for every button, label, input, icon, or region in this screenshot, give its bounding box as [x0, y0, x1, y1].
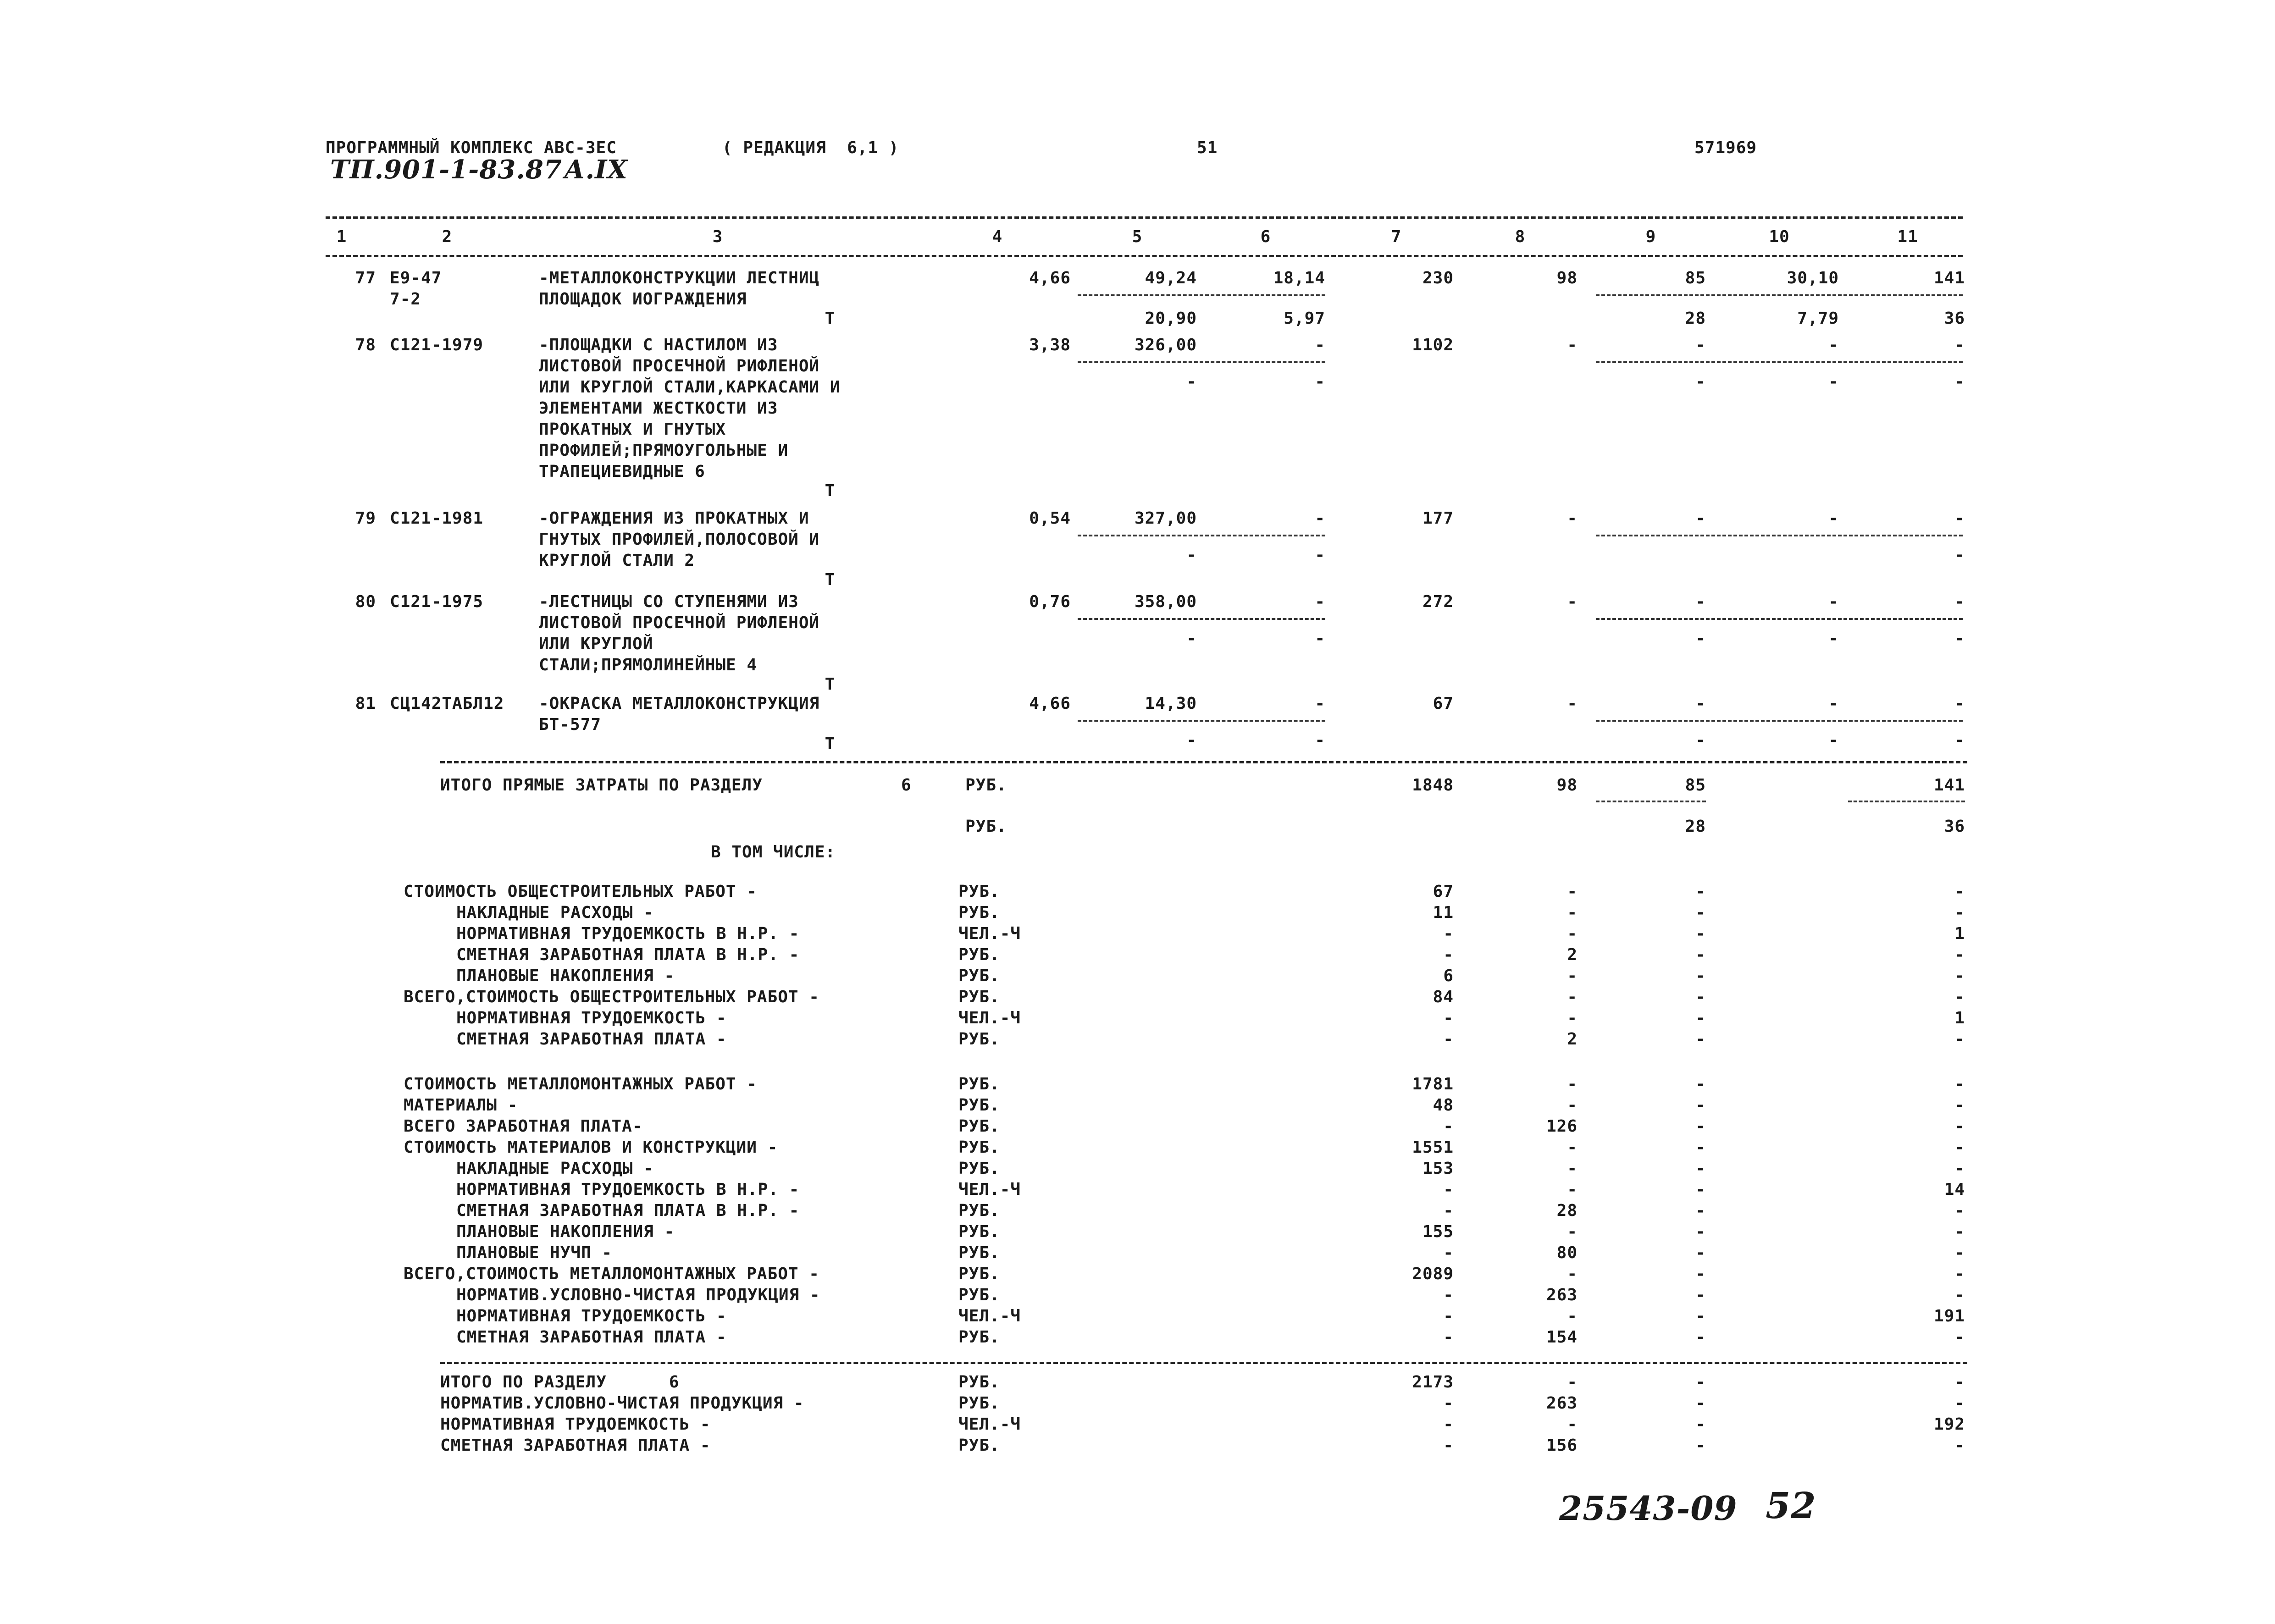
general-works-unit: РУБ. — [958, 903, 1000, 922]
final-col7: - — [1443, 1415, 1454, 1434]
general-works-col7: - — [1443, 1009, 1454, 1027]
page-number: 51 — [1197, 138, 1218, 157]
metal-works-col9: - — [1695, 1243, 1706, 1262]
item-unit: Т — [825, 481, 836, 500]
item-col9-wage: 28 — [1685, 309, 1706, 328]
section-total-unit2: РУБ. — [965, 817, 1007, 836]
item-number: 79 — [355, 509, 376, 528]
item-col5: 326,00 — [1134, 336, 1197, 354]
general-works-col9: - — [1695, 924, 1706, 943]
handwritten-page: 52 — [1766, 1485, 1816, 1527]
final-col11: - — [1954, 1436, 1965, 1455]
column-header-2: 2 — [442, 227, 453, 246]
handwritten-code: 25543-09 — [1559, 1489, 1738, 1528]
item-col6: - — [1315, 509, 1325, 528]
final-col8: - — [1567, 1373, 1578, 1392]
final-col11: 192 — [1933, 1415, 1965, 1434]
metal-works-unit: ЧЕЛ.-Ч — [958, 1307, 1021, 1326]
column-header-1: 1 — [336, 227, 347, 246]
metal-works-label: ПЛАНОВЫЕ НУЧП - — [456, 1243, 613, 1262]
item-code: СЦ142ТАБЛ12 — [390, 694, 504, 713]
program-title: ПРОГРАММНЫЙ КОМПЛЕКС АВС-3ЕС — [326, 138, 617, 157]
item-col8: - — [1567, 694, 1578, 713]
metal-works-unit: РУБ. — [958, 1265, 1000, 1283]
final-label: СМЕТНАЯ ЗАРАБОТНАЯ ПЛАТА - — [440, 1436, 711, 1455]
item-unit: Т — [825, 309, 836, 328]
item-col6: - — [1315, 592, 1325, 611]
item-col11-wage: - — [1954, 372, 1965, 391]
general-works-col8: 2 — [1567, 945, 1578, 964]
doc-mark: ТП.901-1-83.87 — [330, 155, 562, 185]
item-col6: - — [1315, 694, 1325, 713]
item-col9: 85 — [1685, 269, 1706, 287]
section-total-number: 6 — [901, 776, 912, 795]
metal-works-col8: - — [1567, 1265, 1578, 1283]
item-col9: - — [1695, 509, 1706, 528]
item-col9: - — [1695, 336, 1706, 354]
section-total-col9: 85 — [1685, 776, 1706, 795]
final-col9: - — [1695, 1373, 1706, 1392]
item-col11-wage: 36 — [1944, 309, 1965, 328]
item-divider-left — [1078, 720, 1325, 722]
item-col11: - — [1954, 694, 1965, 713]
item-col9-wage: - — [1695, 372, 1706, 391]
metal-works-label: НОРМАТИВНАЯ ТРУДОЕМКОСТЬ - — [456, 1307, 727, 1326]
general-works-col7: - — [1443, 924, 1454, 943]
item-name: -ОГРАЖДЕНИЯ ИЗ ПРОКАТНЫХ И ГНУТЫХ ПРОФИЛЕЙ,ПОЛОСОВОЙ И КРУГЛОЙ СТАЛИ 2 — [539, 509, 820, 570]
metal-works-col7: - — [1443, 1307, 1454, 1326]
item-col5-wage: - — [1186, 372, 1197, 391]
general-works-col11: - — [1954, 967, 1965, 985]
metal-works-label: МАТЕРИАЛЫ - — [404, 1096, 518, 1115]
metal-works-unit: РУБ. — [958, 1328, 1000, 1347]
general-works-col7: 84 — [1433, 988, 1454, 1006]
final-rule — [440, 1362, 1967, 1364]
item-col11: 141 — [1933, 269, 1965, 287]
metal-works-col9: - — [1695, 1328, 1706, 1347]
metal-works-col7: - — [1443, 1117, 1454, 1136]
item-col6-wage: - — [1315, 731, 1325, 750]
metal-works-col11: - — [1954, 1159, 1965, 1178]
general-works-col8: 2 — [1567, 1030, 1578, 1049]
item-col5-wage: - — [1186, 731, 1197, 750]
item-name: -ОКРАСКА МЕТАЛЛОКОНСТРУКЦИЯ БТ-577 — [539, 694, 820, 734]
item-col8: - — [1567, 592, 1578, 611]
metal-works-col11: - — [1954, 1117, 1965, 1136]
item-col7: 67 — [1433, 694, 1454, 713]
section-total-divider9 — [1596, 801, 1706, 802]
item-quantity: 4,66 — [1029, 269, 1071, 287]
column-header-9: 9 — [1645, 227, 1656, 246]
metal-works-col8: - — [1567, 1075, 1578, 1094]
metal-works-col8: - — [1567, 1180, 1578, 1199]
general-works-label: НОРМАТИВНАЯ ТРУДОЕМКОСТЬ В Н.Р. - — [456, 924, 800, 943]
general-works-col7: 6 — [1443, 967, 1454, 985]
item-number: 78 — [355, 336, 376, 354]
metal-works-col9: - — [1695, 1265, 1706, 1283]
item-col8: - — [1567, 336, 1578, 354]
item-col9-wage: - — [1695, 629, 1706, 648]
item-col6-wage: 5,97 — [1284, 309, 1325, 328]
general-works-col11: - — [1954, 988, 1965, 1006]
item-quantity: 4,66 — [1029, 694, 1071, 713]
item-divider-left — [1078, 535, 1325, 536]
general-works-col8: - — [1567, 988, 1578, 1006]
general-works-col7: 11 — [1433, 903, 1454, 922]
general-works-label: СМЕТНАЯ ЗАРАБОТНАЯ ПЛАТА В Н.Р. - — [456, 945, 800, 964]
metal-works-label: ПЛАНОВЫЕ НАКОПЛЕНИЯ - — [456, 1222, 675, 1241]
column-header-7: 7 — [1391, 227, 1402, 246]
item-number: 81 — [355, 694, 376, 713]
item-col7: 230 — [1422, 269, 1454, 287]
metal-works-col11: - — [1954, 1222, 1965, 1241]
metal-works-label: ВСЕГО ЗАРАБОТНАЯ ПЛАТА- — [404, 1117, 643, 1136]
metal-works-col11: 191 — [1933, 1307, 1965, 1326]
general-works-col9: - — [1695, 1009, 1706, 1027]
metal-works-col9: - — [1695, 1286, 1706, 1304]
general-works-unit: РУБ. — [958, 945, 1000, 964]
general-works-label: НАКЛАДНЫЕ РАСХОДЫ - — [456, 903, 654, 922]
item-divider-left — [1078, 361, 1325, 363]
item-divider-right — [1596, 720, 1963, 722]
metal-works-col9: - — [1695, 1222, 1706, 1241]
general-works-col9: - — [1695, 1030, 1706, 1049]
final-label: ИТОГО ПО РАЗДЕЛУ 6 — [440, 1373, 680, 1392]
section-total-unit: РУБ. — [965, 776, 1007, 795]
item-col10: - — [1828, 509, 1839, 528]
general-works-unit: ЧЕЛ.-Ч — [958, 924, 1021, 943]
metal-works-col7: 1551 — [1412, 1138, 1454, 1157]
final-unit: РУБ. — [958, 1394, 1000, 1413]
edition-label: ( РЕДАКЦИЯ 6,1 ) — [722, 138, 899, 157]
metal-works-col8: 28 — [1556, 1201, 1578, 1220]
general-works-unit: РУБ. — [958, 1030, 1000, 1049]
general-works-col11: - — [1954, 882, 1965, 901]
item-col11: - — [1954, 509, 1965, 528]
metal-works-col11: - — [1954, 1138, 1965, 1157]
final-label: НОРМАТИВ.УСЛОВНО-ЧИСТАЯ ПРОДУКЦИЯ - — [440, 1394, 804, 1413]
general-works-col8: - — [1567, 967, 1578, 985]
general-works-label: ВСЕГО,СТОИМОСТЬ ОБЩЕСТРОИТЕЛЬНЫХ РАБОТ - — [404, 988, 819, 1006]
general-works-col7: 67 — [1433, 882, 1454, 901]
metal-works-col9: - — [1695, 1138, 1706, 1157]
item-unit: Т — [825, 675, 836, 694]
metal-works-col9: - — [1695, 1075, 1706, 1094]
metal-works-unit: ЧЕЛ.-Ч — [958, 1180, 1021, 1199]
general-works-unit: РУБ. — [958, 988, 1000, 1006]
general-works-label: СМЕТНАЯ ЗАРАБОТНАЯ ПЛАТА - — [456, 1030, 727, 1049]
metal-works-col7: 153 — [1422, 1159, 1454, 1178]
final-unit: РУБ. — [958, 1373, 1000, 1392]
metal-works-col7: 2089 — [1412, 1265, 1454, 1283]
metal-works-col11: - — [1954, 1243, 1965, 1262]
header-rule-bottom — [326, 255, 1963, 257]
item-col10-wage: - — [1828, 372, 1839, 391]
general-works-col8: - — [1567, 903, 1578, 922]
doc-code: 571969 — [1694, 138, 1757, 157]
metal-works-col11: - — [1954, 1201, 1965, 1220]
general-works-col8: - — [1567, 882, 1578, 901]
final-col8: - — [1567, 1415, 1578, 1434]
item-quantity: 0,54 — [1029, 509, 1071, 528]
final-col11: - — [1954, 1373, 1965, 1392]
metal-works-col9: - — [1695, 1159, 1706, 1178]
metal-works-label: СТОИМОСТЬ МАТЕРИАЛОВ И КОНСТРУКЦИИ - — [404, 1138, 778, 1157]
section-total-col9-wage: 28 — [1685, 817, 1706, 836]
general-works-col11: - — [1954, 1030, 1965, 1049]
general-works-col11: 1 — [1954, 924, 1965, 943]
item-col10-wage: - — [1828, 731, 1839, 750]
metal-works-col8: 80 — [1556, 1243, 1578, 1262]
item-col10: - — [1828, 694, 1839, 713]
metal-works-col11: - — [1954, 1265, 1965, 1283]
item-col11: - — [1954, 592, 1965, 611]
item-number: 77 — [355, 269, 376, 287]
general-works-col9: - — [1695, 988, 1706, 1006]
general-works-col9: - — [1695, 945, 1706, 964]
metal-works-col7: - — [1443, 1328, 1454, 1347]
final-col7: 2173 — [1412, 1373, 1454, 1392]
metal-works-col9: - — [1695, 1096, 1706, 1115]
item-col10-wage: 7,79 — [1797, 309, 1839, 328]
item-col5-wage: - — [1186, 546, 1197, 564]
general-works-label: СТОИМОСТЬ ОБЩЕСТРОИТЕЛЬНЫХ РАБОТ - — [404, 882, 757, 901]
item-col7: 272 — [1422, 592, 1454, 611]
metal-works-col11: - — [1954, 1286, 1965, 1304]
section-total-col11-wage: 36 — [1944, 817, 1965, 836]
item-col10-wage: - — [1828, 629, 1839, 648]
section-total-rule — [440, 761, 1967, 763]
metal-works-col11: 14 — [1944, 1180, 1965, 1199]
item-col11: - — [1954, 336, 1965, 354]
column-header-4: 4 — [992, 227, 1003, 246]
metal-works-unit: РУБ. — [958, 1075, 1000, 1094]
metal-works-col8: - — [1567, 1159, 1578, 1178]
item-divider-right — [1596, 535, 1963, 536]
metal-works-col7: 1781 — [1412, 1075, 1454, 1094]
item-divider-right — [1596, 294, 1963, 296]
general-works-label: НОРМАТИВНАЯ ТРУДОЕМКОСТЬ - — [456, 1009, 727, 1027]
metal-works-col9: - — [1695, 1307, 1706, 1326]
metal-works-unit: РУБ. — [958, 1096, 1000, 1115]
general-works-col8: - — [1567, 1009, 1578, 1027]
final-col7: - — [1443, 1436, 1454, 1455]
metal-works-col8: 263 — [1546, 1286, 1578, 1304]
metal-works-col8: - — [1567, 1222, 1578, 1241]
item-col5: 358,00 — [1134, 592, 1197, 611]
general-works-col9: - — [1695, 967, 1706, 985]
item-divider-right — [1596, 361, 1963, 363]
general-works-col7: - — [1443, 1030, 1454, 1049]
final-col11: - — [1954, 1394, 1965, 1413]
item-col10: - — [1828, 592, 1839, 611]
item-code: Е9-47 7-2 — [390, 269, 442, 309]
metal-works-unit: РУБ. — [958, 1243, 1000, 1262]
item-col9: - — [1695, 592, 1706, 611]
metal-works-unit: РУБ. — [958, 1117, 1000, 1136]
item-col11-wage: - — [1954, 629, 1965, 648]
metal-works-col7: 48 — [1433, 1096, 1454, 1115]
item-col11-wage: - — [1954, 546, 1965, 564]
item-quantity: 0,76 — [1029, 592, 1071, 611]
item-name: -МЕТАЛЛОКОНСТРУКЦИИ ЛЕСТНИЦ ПЛОЩАДОК ИОГРАЖДЕНИЯ — [539, 269, 820, 309]
item-col10: - — [1828, 336, 1839, 354]
item-code: С121-1975 — [390, 592, 484, 611]
item-unit: Т — [825, 570, 836, 589]
column-header-10: 10 — [1769, 227, 1790, 246]
metal-works-col11: - — [1954, 1075, 1965, 1094]
including-label: В ТОМ ЧИСЛЕ: — [711, 843, 836, 862]
general-works-col7: - — [1443, 945, 1454, 964]
item-col10: 30,10 — [1787, 269, 1839, 287]
metal-works-col9: - — [1695, 1201, 1706, 1220]
metal-works-col8: - — [1567, 1138, 1578, 1157]
final-col9: - — [1695, 1436, 1706, 1455]
item-col5: 327,00 — [1134, 509, 1197, 528]
column-header-5: 5 — [1132, 227, 1143, 246]
metal-works-col7: - — [1443, 1201, 1454, 1220]
metal-works-col8: - — [1567, 1096, 1578, 1115]
general-works-col11: - — [1954, 903, 1965, 922]
item-code: С121-1981 — [390, 509, 484, 528]
metal-works-col7: 155 — [1422, 1222, 1454, 1241]
item-col9-wage: - — [1695, 731, 1706, 750]
final-col7: - — [1443, 1394, 1454, 1413]
item-quantity: 3,38 — [1029, 336, 1071, 354]
album-mark: А.IX — [564, 155, 628, 185]
metal-works-label: СМЕТНАЯ ЗАРАБОТНАЯ ПЛАТА В Н.Р. - — [456, 1201, 800, 1220]
general-works-col9: - — [1695, 903, 1706, 922]
metal-works-col7: - — [1443, 1180, 1454, 1199]
metal-works-col7: - — [1443, 1243, 1454, 1262]
item-col5: 49,24 — [1145, 269, 1197, 287]
item-col6-wage: - — [1315, 546, 1325, 564]
general-works-unit: РУБ. — [958, 967, 1000, 985]
item-col6: 18,14 — [1273, 269, 1325, 287]
column-header-8: 8 — [1515, 227, 1526, 246]
general-works-col11: - — [1954, 945, 1965, 964]
item-col6-wage: - — [1315, 372, 1325, 391]
metal-works-unit: РУБ. — [958, 1201, 1000, 1220]
metal-works-col8: 126 — [1546, 1117, 1578, 1136]
metal-works-unit: РУБ. — [958, 1222, 1000, 1241]
metal-works-label: СТОИМОСТЬ МЕТАЛЛОМОНТАЖНЫХ РАБОТ - — [404, 1075, 757, 1094]
metal-works-col8: - — [1567, 1307, 1578, 1326]
item-unit: Т — [825, 735, 836, 753]
item-col7: 1102 — [1412, 336, 1454, 354]
metal-works-unit: РУБ. — [958, 1138, 1000, 1157]
item-name: -ПЛОЩАДКИ С НАСТИЛОМ ИЗ ЛИСТОВОЙ ПРОСЕЧНОЙ РИФЛЕНОЙ ИЛИ КРУГЛОЙ СТАЛИ,КАРКАСАМИ И ЭЛЕМЕНТАМИ ЖЕСТКОСТИ ИЗ ПРОКАТНЫХ И ГНУТЫХ ПРОФИЛЕЙ;ПРЯМОУГОЛЬНЫЕ И ТРАПЕЦИЕВИДНЫЕ 6 — [539, 336, 841, 481]
item-name: -ЛЕСТНИЦЫ СО СТУПЕНЯМИ ИЗ ЛИСТОВОЙ ПРОСЕЧНОЙ РИФЛЕНОЙ ИЛИ КРУГЛОЙ СТАЛИ;ПРЯМОЛИНЕЙНЫЕ 4 — [539, 592, 820, 674]
item-col9: - — [1695, 694, 1706, 713]
item-col6-wage: - — [1315, 629, 1325, 648]
item-col11-wage: - — [1954, 731, 1965, 750]
item-number: 80 — [355, 592, 376, 611]
item-col5-wage: - — [1186, 629, 1197, 648]
item-code: С121-1979 — [390, 336, 484, 354]
header-rule-top — [326, 216, 1963, 219]
metal-works-label: ВСЕГО,СТОИМОСТЬ МЕТАЛЛОМОНТАЖНЫХ РАБОТ - — [404, 1265, 819, 1283]
final-unit: РУБ. — [958, 1436, 1000, 1455]
metal-works-label: НАКЛАДНЫЕ РАСХОДЫ - — [456, 1159, 654, 1178]
item-col8: - — [1567, 509, 1578, 528]
metal-works-unit: РУБ. — [958, 1286, 1000, 1304]
section-total-label: ИТОГО ПРЯМЫЕ ЗАТРАТЫ ПО РАЗДЕЛУ — [440, 776, 763, 795]
general-works-label: ПЛАНОВЫЕ НАКОПЛЕНИЯ - — [456, 967, 675, 985]
section-total-col7: 1848 — [1412, 776, 1454, 795]
metal-works-col9: - — [1695, 1117, 1706, 1136]
final-col8: 156 — [1546, 1436, 1578, 1455]
metal-works-label: НОРМАТИВНАЯ ТРУДОЕМКОСТЬ В Н.Р. - — [456, 1180, 800, 1199]
item-col6: - — [1315, 336, 1325, 354]
item-col5: 14,30 — [1145, 694, 1197, 713]
metal-works-col11: - — [1954, 1328, 1965, 1347]
item-col7: 177 — [1422, 509, 1454, 528]
column-header-6: 6 — [1260, 227, 1271, 246]
final-col9: - — [1695, 1415, 1706, 1434]
item-col5-wage: 20,90 — [1145, 309, 1197, 328]
section-total-divider11 — [1848, 801, 1965, 802]
item-divider-left — [1078, 618, 1325, 620]
metal-works-label: НОРМАТИВ.УСЛОВНО-ЧИСТАЯ ПРОДУКЦИЯ - — [456, 1286, 820, 1304]
metal-works-label: СМЕТНАЯ ЗАРАБОТНАЯ ПЛАТА - — [456, 1328, 727, 1347]
final-unit: ЧЕЛ.-Ч — [958, 1415, 1021, 1434]
final-col9: - — [1695, 1394, 1706, 1413]
general-works-unit: ЧЕЛ.-Ч — [958, 1009, 1021, 1027]
item-divider-right — [1596, 618, 1963, 620]
general-works-col8: - — [1567, 924, 1578, 943]
metal-works-col7: - — [1443, 1286, 1454, 1304]
column-header-3: 3 — [712, 227, 723, 246]
metal-works-col11: - — [1954, 1096, 1965, 1115]
metal-works-col8: 154 — [1546, 1328, 1578, 1347]
general-works-unit: РУБ. — [958, 882, 1000, 901]
metal-works-unit: РУБ. — [958, 1159, 1000, 1178]
metal-works-col9: - — [1695, 1180, 1706, 1199]
section-total-col8: 98 — [1556, 776, 1578, 795]
general-works-col9: - — [1695, 882, 1706, 901]
final-label: НОРМАТИВНАЯ ТРУДОЕМКОСТЬ - — [440, 1415, 711, 1434]
column-header-11: 11 — [1897, 227, 1918, 246]
item-col8: 98 — [1556, 269, 1578, 287]
general-works-col11: 1 — [1954, 1009, 1965, 1027]
section-total-col11: 141 — [1933, 776, 1965, 795]
item-divider-left — [1078, 294, 1325, 296]
final-col8: 263 — [1546, 1394, 1578, 1413]
